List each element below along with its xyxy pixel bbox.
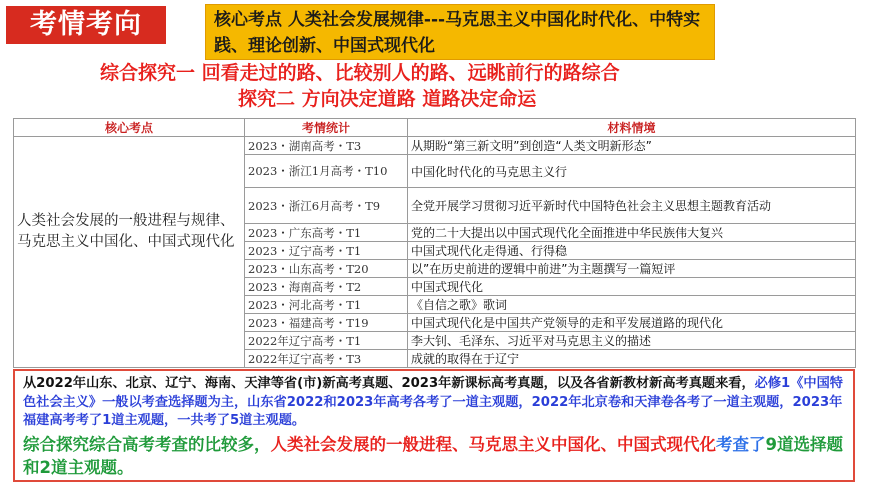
- summary-paragraph-2: [23, 433, 845, 479]
- section-tag: 考情考向: [6, 6, 166, 44]
- material-cell: 成就的取得在于辽宁: [408, 350, 856, 368]
- material-cell: 中国式现代化走得通、行得稳: [408, 242, 856, 260]
- stat-cell: 2023・海南高考・T2: [245, 278, 408, 296]
- stat-cell: 2023・山东高考・T20: [245, 260, 408, 278]
- stat-cell: 2022年辽宁高考・T1: [245, 332, 408, 350]
- stat-cell: 2023・河北高考・T1: [245, 296, 408, 314]
- summary-box: [13, 369, 855, 482]
- material-cell: 《自信之歌》歌词: [408, 296, 856, 314]
- material-cell: 从期盼“第三新文明”到创造“人类文明新形态”: [408, 137, 856, 155]
- table-header-row: [14, 119, 856, 137]
- core-topic-box: 核心考点 人类社会发展规律---马克思主义中国化时代化、中特实践、理论创新、中国式现代化: [205, 4, 715, 60]
- summary-paragraph-1: [23, 375, 845, 431]
- headline: [60, 60, 860, 112]
- exam-stats-table: [13, 118, 856, 368]
- header-material: 材料情境: [408, 119, 856, 137]
- summary-detail: 必修1《中国特色社会主义》一般以考查选择题为主，山东省2022和2023年高考各考了一道主观题，2022年北京卷和天津卷各考了一道主观题，2023年福建高考考了1道主观题，一共考了5道主观题。: [23, 376, 843, 428]
- header-stats: 考情统计: [245, 119, 408, 137]
- headline-line-1: 综合探究一 回看走过的路、比较别人的路、远眺前行的路综合: [100, 62, 620, 84]
- material-cell: 中国式现代化是中国共产党领导的走和平发展道路的现代化: [408, 314, 856, 332]
- core-topic-cell: 人类社会发展的一般进程与规律、马克思主义中国化、中国式现代化: [14, 137, 245, 368]
- table-row: [14, 137, 856, 155]
- summary-intro: 从2022年山东、北京、辽宁、海南、天津等省(市)新高考真题、2023年新课标高考真题，以及各省新教材新高考真题来看，: [23, 376, 755, 391]
- material-cell: 中国式现代化: [408, 278, 856, 296]
- stat-cell: 2023・福建高考・T19: [245, 314, 408, 332]
- material-cell: 以”在历史前进的逻辑中前进”为主题撰写一篇短评: [408, 260, 856, 278]
- stat-cell: 2023・辽宁高考・T1: [245, 242, 408, 260]
- material-cell: 党的二十大提出以中国式现代化全面推进中华民族伟大复兴: [408, 224, 856, 242]
- stat-cell: 2023・广东高考・T1: [245, 224, 408, 242]
- summary-lead: 综合探究综合高考考查的比较多，: [23, 434, 271, 454]
- material-cell: 全党开展学习贯彻习近平新时代中国特色社会主义思想主题教育活动: [408, 188, 856, 224]
- stat-cell: 2023・浙江1月高考・T10: [245, 155, 408, 188]
- header-core: 核心考点: [14, 119, 245, 137]
- stat-cell: 2023・浙江6月高考・T9: [245, 188, 408, 224]
- stat-cell: 2022年辽宁高考・T3: [245, 350, 408, 368]
- headline-line-2: 探究二 方向决定道路 道路决定命运: [238, 88, 537, 110]
- summary-count: 9道选择题和2道主观题。: [23, 434, 843, 477]
- stat-cell: 2023・湖南高考・T3: [245, 137, 408, 155]
- summary-verb: 考查了: [716, 434, 766, 454]
- summary-topics: 人类社会发展的一般进程、马克思主义中国化、中国式现代化: [270, 434, 716, 454]
- material-cell: 李大钊、毛泽东、习近平对马克思主义的描述: [408, 332, 856, 350]
- material-cell: 中国化时代化的马克思主义行: [408, 155, 856, 188]
